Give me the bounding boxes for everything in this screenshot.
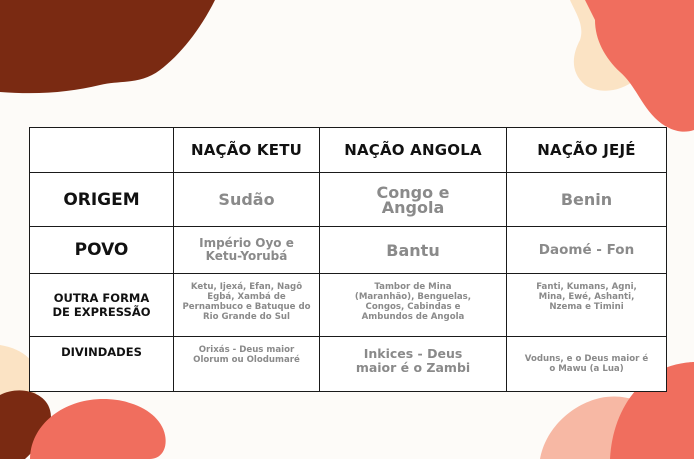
header-empty [30, 128, 174, 173]
nations-comparison-table [29, 127, 667, 392]
cell-povo-jeje: Daomé - Fon [507, 227, 667, 274]
cell-divindades-angola: Inkices - Deus maior é o Zambi [320, 337, 507, 392]
header-angola: NAÇÃO ANGOLA [320, 128, 507, 173]
table-row [30, 337, 667, 392]
header-ketu: NAÇÃO KETU [174, 128, 320, 173]
cell-origem-ketu: Sudão [174, 173, 320, 227]
brown-blob-top-left [0, 0, 215, 93]
cell-origem-jeje: Benin [507, 173, 667, 227]
table-row [30, 227, 667, 274]
cell-divindades-jeje: Voduns, e o Deus maior é o Mawu (a Lua) [507, 337, 667, 392]
cell-expressao-angola: Tambor de Mina (Maranhão), Benguelas, Congos, Cabindas e Ambundos de Angola [320, 274, 507, 337]
row-label-divindades: DIVINDADES [30, 337, 174, 392]
row-label-outra-forma: OUTRA FORMA DE EXPRESSÃO [30, 274, 174, 337]
coral-blob-bottom-left [30, 399, 166, 459]
cell-divindades-ketu: Orixás - Deus maior Olorum ou Olodumaré [174, 337, 320, 392]
cell-povo-ketu: Império Oyo e Ketu-Yorubá [174, 227, 320, 274]
cell-povo-angola: Bantu [320, 227, 507, 274]
row-label-origem: ORIGEM [30, 173, 174, 227]
cell-origem-angola: Congo e Angola [320, 173, 507, 227]
header-row [30, 128, 667, 173]
table-row [30, 274, 667, 337]
row-label-povo: POVO [30, 227, 174, 274]
cell-expressao-jeje: Fanti, Kumans, Agni, Mina, Ewé, Ashanti, Nzema e Timini [507, 274, 667, 337]
header-jeje: NAÇÃO JEJÉ [507, 128, 667, 173]
cell-expressao-ketu: Ketu, Ijexá, Efan, Nagô Egbá, Xambá de Pernambuco e Batuque do Rio Grande do Sul [174, 274, 320, 337]
table-row [30, 173, 667, 227]
